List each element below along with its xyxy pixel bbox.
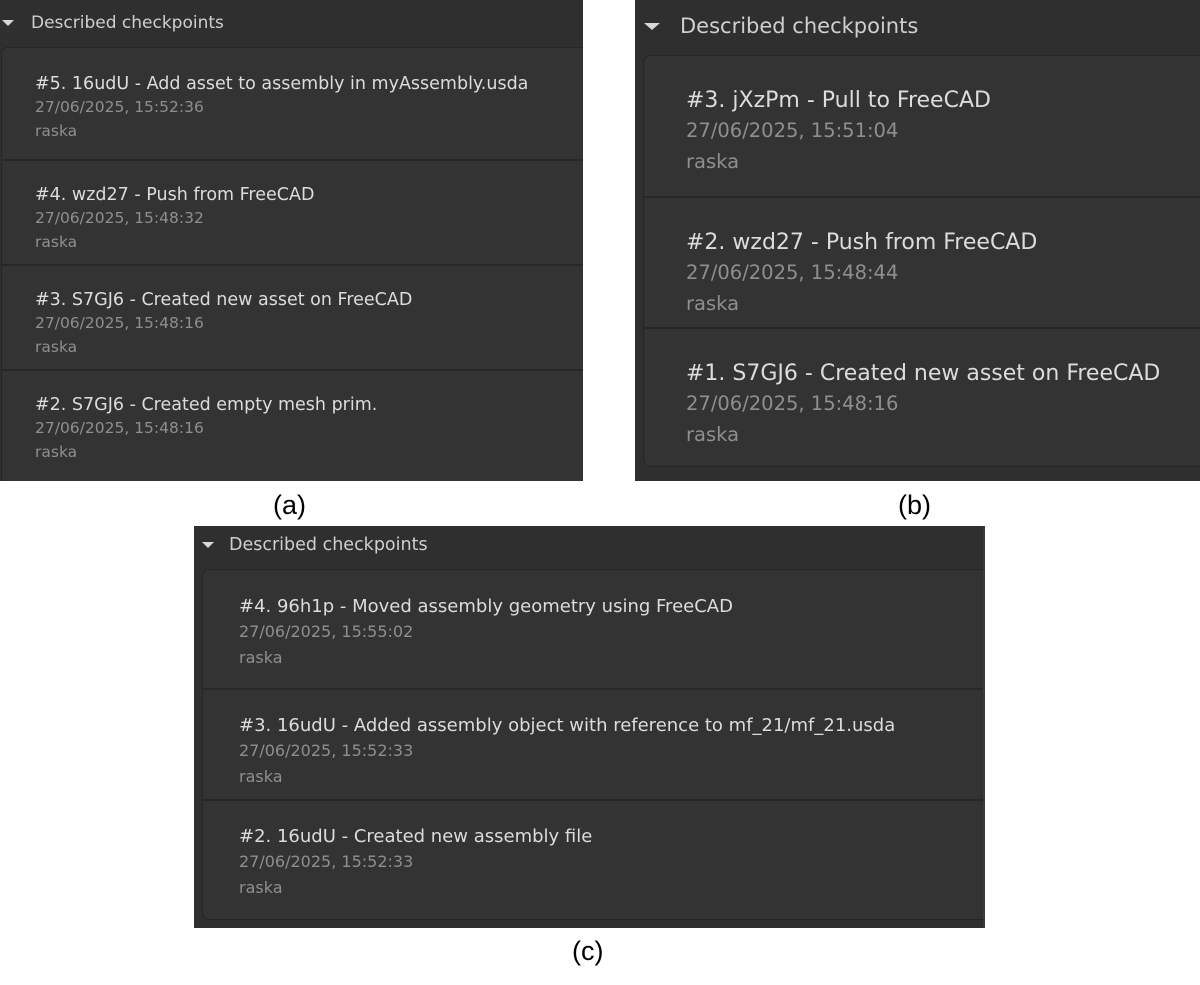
checkpoint-list bbox=[1, 47, 583, 481]
section-title: Described checkpoints bbox=[31, 13, 224, 33]
checkpoint-user: raska bbox=[239, 878, 283, 897]
described-checkpoints-header[interactable] bbox=[2, 11, 224, 35]
chevron-down-icon[interactable] bbox=[2, 20, 14, 26]
checkpoint-date: 27/06/2025, 15:52:36 bbox=[35, 98, 204, 116]
checkpoint-date: 27/06/2025, 15:52:33 bbox=[239, 852, 414, 871]
chevron-down-icon[interactable] bbox=[644, 23, 660, 30]
checkpoints-panel-b bbox=[635, 0, 1200, 481]
checkpoint-user: raska bbox=[35, 443, 78, 461]
checkpoint-date: 27/06/2025, 15:52:33 bbox=[239, 741, 414, 760]
checkpoint-date: 27/06/2025, 15:51:04 bbox=[686, 119, 899, 142]
checkpoint-item[interactable] bbox=[644, 198, 1200, 329]
checkpoint-title: #4. 96h1p - Moved assembly geometry using FreeCAD bbox=[239, 596, 733, 617]
checkpoint-title: #3. 16udU - Added assembly object with reference to mf_21/mf_21.usda bbox=[239, 715, 896, 736]
checkpoint-title: #3. jXzPm - Pull to FreeCAD bbox=[686, 88, 991, 113]
checkpoint-user: raska bbox=[686, 292, 740, 315]
checkpoint-title: #5. 16udU - Add asset to assembly in myAssembly.usda bbox=[35, 74, 529, 94]
checkpoint-item[interactable] bbox=[203, 801, 985, 912]
caption-a: (a) bbox=[273, 490, 306, 520]
checkpoint-title: #2. wzd27 - Push from FreeCAD bbox=[686, 230, 1038, 255]
checkpoint-user: raska bbox=[239, 767, 283, 786]
checkpoint-item[interactable] bbox=[2, 161, 583, 266]
checkpoint-list bbox=[202, 569, 985, 920]
checkpoint-item[interactable] bbox=[203, 690, 985, 801]
checkpoint-date: 27/06/2025, 15:48:16 bbox=[35, 314, 204, 332]
checkpoint-title: #2. S7GJ6 - Created empty mesh prim. bbox=[35, 395, 378, 415]
section-title: Described checkpoints bbox=[229, 535, 428, 555]
checkpoint-date: 27/06/2025, 15:48:16 bbox=[35, 419, 204, 437]
checkpoints-panel-c bbox=[194, 526, 985, 928]
checkpoint-user: raska bbox=[686, 150, 740, 173]
checkpoint-title: #2. 16udU - Created new assembly file bbox=[239, 826, 593, 847]
caption-c: (c) bbox=[572, 936, 604, 966]
checkpoints-panel-a bbox=[0, 0, 583, 481]
checkpoint-user: raska bbox=[35, 122, 78, 140]
described-checkpoints-header[interactable] bbox=[202, 533, 428, 557]
checkpoint-user: raska bbox=[35, 338, 78, 356]
caption-b: (b) bbox=[898, 490, 931, 520]
section-title: Described checkpoints bbox=[680, 14, 919, 38]
checkpoint-title: #4. wzd27 - Push from FreeCAD bbox=[35, 185, 315, 205]
checkpoint-user: raska bbox=[239, 648, 283, 667]
checkpoint-user: raska bbox=[35, 233, 78, 251]
checkpoint-item[interactable] bbox=[644, 56, 1200, 198]
checkpoint-title: #1. S7GJ6 - Created new asset on FreeCAD bbox=[686, 361, 1161, 386]
checkpoint-item[interactable] bbox=[2, 266, 583, 371]
checkpoint-list bbox=[643, 55, 1200, 467]
checkpoint-date: 27/06/2025, 15:48:32 bbox=[35, 209, 204, 227]
checkpoint-item[interactable] bbox=[203, 570, 985, 690]
panel-edge bbox=[983, 526, 985, 928]
checkpoint-item[interactable] bbox=[644, 329, 1200, 460]
chevron-down-icon[interactable] bbox=[202, 542, 214, 548]
checkpoint-item[interactable] bbox=[2, 371, 583, 476]
checkpoint-date: 27/06/2025, 15:48:16 bbox=[686, 392, 899, 415]
checkpoint-date: 27/06/2025, 15:48:44 bbox=[686, 261, 899, 284]
checkpoint-item[interactable] bbox=[2, 48, 583, 161]
checkpoint-title: #3. S7GJ6 - Created new asset on FreeCAD bbox=[35, 290, 413, 310]
checkpoint-user: raska bbox=[686, 423, 740, 446]
checkpoint-date: 27/06/2025, 15:55:02 bbox=[239, 622, 414, 641]
described-checkpoints-header[interactable] bbox=[644, 12, 918, 40]
